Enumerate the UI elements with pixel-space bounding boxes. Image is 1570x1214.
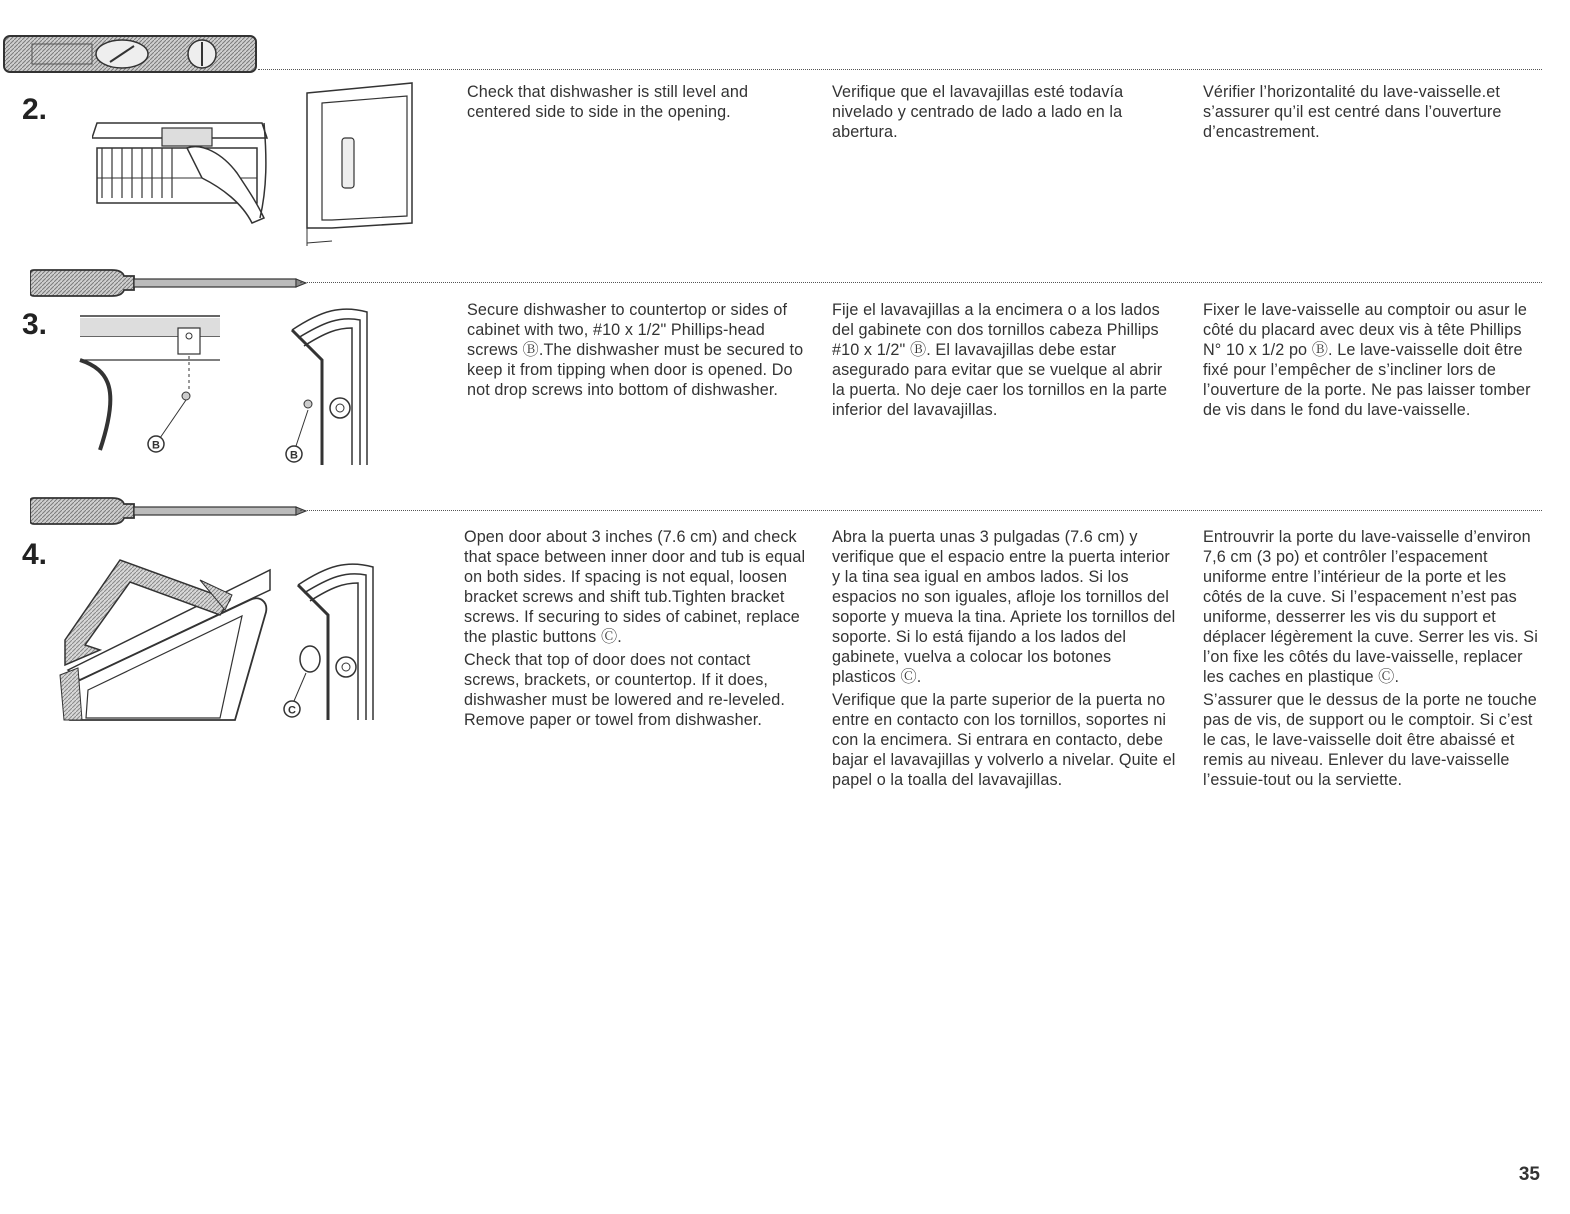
step-3-french: Fixer le lave-vaisselle au comptoir ou asur le côté du placard avec deux vis à tête Phillips N° 10 x 1/2 po Ⓑ. Le lave-vaisselle doit être fixé pour l’empêcher de s’incliner lors de l’ouverture de la porte. Ne pas laisser tomber de vis dans le fond du lave-vaisselle. [1203,301,1531,419]
step-2-spanish: Verifique que el lavavajillas esté todavía nivelado y centrado de lado a lado en la abertura. [832,83,1124,141]
screwdriver-icon [30,494,310,528]
callout-b: B [290,449,298,462]
callout-b: B [152,439,160,452]
screwdriver-icon [30,266,310,300]
callout-c: C [288,704,296,717]
step-number: 3. [22,308,48,341]
step-4-english: Open door about 3 inches (7.6 cm) and check that space between inner door and tub is equal on both sides. If spacing is not equal, loosen bracket screws and shift tub.Tighten bracket screws. If securing to sides of cabinet, replace the plastic buttons Ⓒ. Check that top of door does not contact screws, brackets, or countertop. If it does, dishwasher must be lowered and re-leveled. Remove paper or towel from dishwasher. [464,528,806,729]
step-2-french: Vérifier l’horizontalité du lave-vaisselle.et s’assurer qu’il est centré dans l’ouverture d’encastrement. [1203,83,1502,141]
dishwasher-level-illustration [92,78,432,248]
plastic-button-illustration [278,555,388,730]
page-number: 35 [1518,1164,1540,1185]
level-tool-icon [2,32,260,76]
step-3-english: Secure dishwasher to countertop or sides of cabinet with two, #10 x 1/2" Phillips-head screws Ⓑ.The dishwasher must be secured to keep it from tipping when door is opened. Do not drop screws into bottom of dishwasher. [467,301,804,399]
door-gap-illustration [20,540,280,725]
step-number: 4. [22,538,48,571]
step-3-spanish: Fije el lavavajillas a la encimera o a los lados del gabinete con dos tornillos cabeza Phillips #10 x 1/2" Ⓑ. El lavavajillas debe estar asegurado para evitar que se vuelque al abrir la puerta. No deje caer los tornillos en la parte inferior del lavavajillas. [832,301,1168,419]
countertop-screw-illustration [70,300,230,460]
step-number: 2. [22,93,48,126]
step-4-french: Entrouvrir la porte du lave-vaisselle d’environ 7,6 cm (3 po) et contrôler l’espacement uniforme entre l’intérieur de la porte et les côtés de la cuve. Si l’espacement n’est pas uniforme, desserrer les vis du support et déplacer légèrement la cuve. Serrer les vis. Si l’on fixe les côtés du lave-vaisselle, replacer les caches en plastique Ⓒ. S’assurer que le dessus de la porte ne touche pas de vis, de support ou le comptoir. Si c’est le cas, le lave-vaisselle doit être abaissé et remis au niveau. Enlever du lave-vaisselle l’essuie-tout ou la serviette. [1203,528,1538,789]
cabinet-side-screw-illustration [272,300,382,470]
step-2-english: Check that dishwasher is still level and centered side to side in the opening. [467,83,749,121]
step-4-spanish: Abra la puerta unas 3 pulgadas (7.6 cm) y verifique que el espacio entre la puerta interior y la tina sea igual en ambos lados. Si los espacios no son iguales, afloje los tornillos del soporte y mueva la tina. Apriete los tornillos del soporte. Si lo está fijando a los lados del gabinete, vuelva a colocar los botones plasticos Ⓒ. Verifique que la parte superior de la puerta no entre en contacto con los tornillos, soportes ni con la encimera. Si entrara en contacto, debe bajar el lavavajillas y volverlo a nivelar. Quite el papel o la toalla del lavavajillas. [832,528,1176,789]
